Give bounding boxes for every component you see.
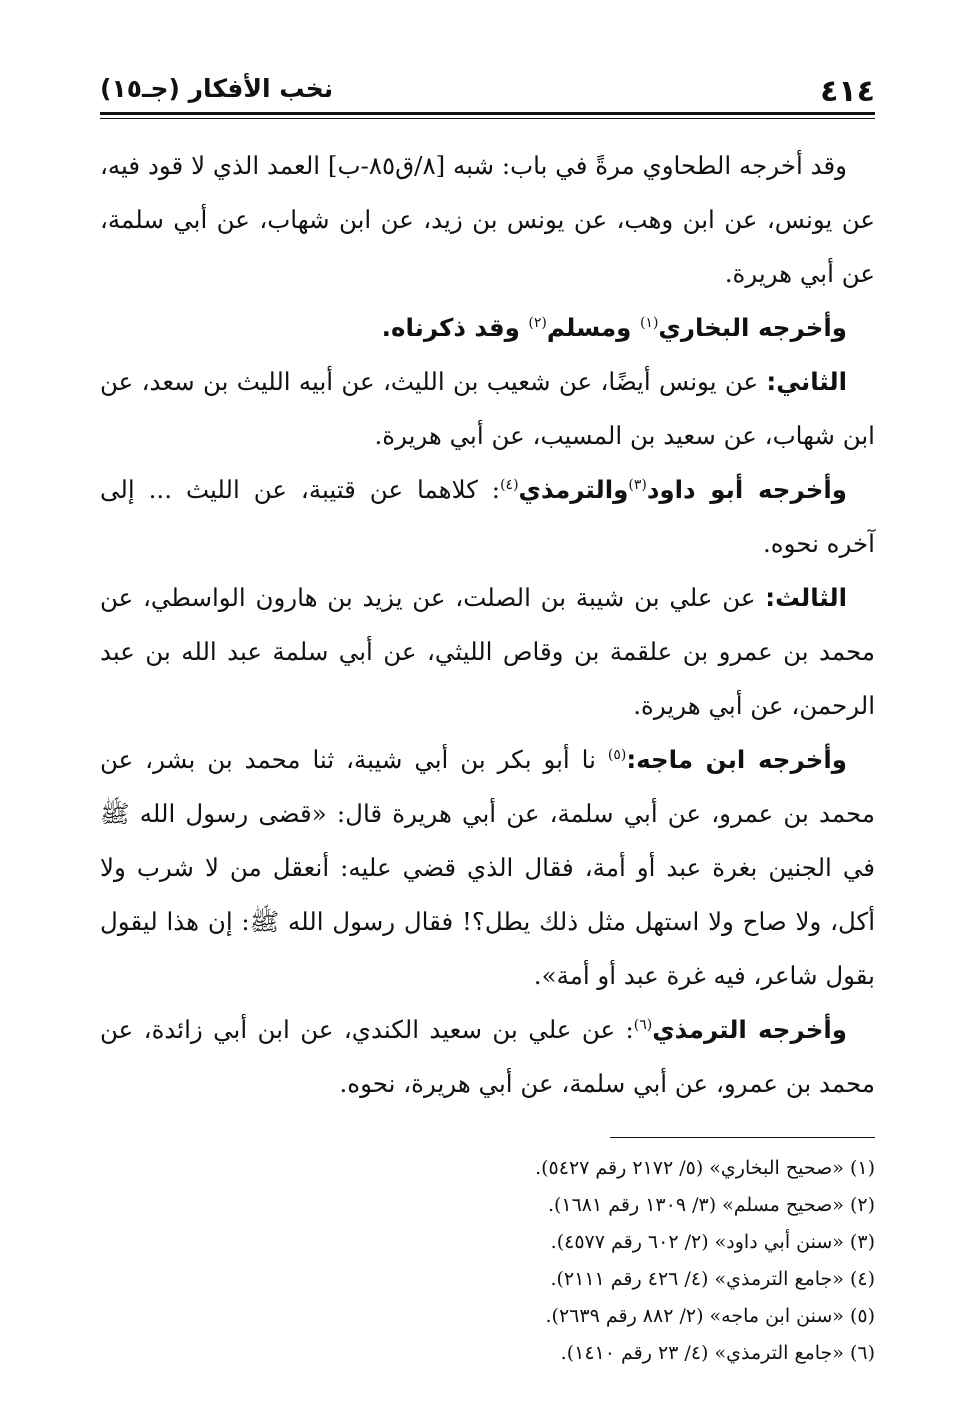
footnote-separator-wrap xyxy=(100,1137,875,1138)
footnote-ref[interactable]: (٣) xyxy=(628,476,647,493)
footnote-ref[interactable]: (٢) xyxy=(528,314,547,331)
header-rule-thin xyxy=(100,118,875,119)
footnote-3: (٣) «سنن أبي داود» (٢/ ٦٠٢ رقم ٤٥٧٧). xyxy=(550,1231,875,1253)
paragraph-2 xyxy=(100,301,875,355)
paragraph-text: وقد ذكرناه. xyxy=(381,313,529,342)
footnote-ref[interactable]: (٥) xyxy=(607,746,627,763)
footnote-separator xyxy=(610,1137,875,1138)
footnote-5: (٥) «سنن ابن ماجه» (٢/ ٨٨٢ رقم ٢٦٣٩). xyxy=(545,1305,875,1327)
paragraph-lead-cont: والترمذي xyxy=(518,475,629,504)
paragraph-lead: الثالث: xyxy=(765,583,847,612)
paragraph-text: : كلاهما عن قتيبة، عن الليث ... إلى آخره نحوه. xyxy=(100,475,875,558)
footnote-ref[interactable]: (٦) xyxy=(633,1016,653,1033)
paragraph-7 xyxy=(100,1003,875,1111)
paragraph-1 xyxy=(100,139,875,301)
running-title: نخب الأفكار (جـ١٥) xyxy=(100,74,334,103)
footnote-2: (٢) «صحيح مسلم» (٣/ ١٣٠٩ رقم ١٦٨١). xyxy=(547,1194,875,1216)
footnote-1: (١) «صحيح البخاري» (٥/ ٢١٧٢ رقم ٥٤٢٧). xyxy=(535,1157,875,1179)
book-page xyxy=(100,60,875,1372)
paragraph-text: وقد أخرجه الطحاوي مرةً في باب: شبه [٨/ق٨٥-ب] العمد الذي لا قود فيه، عن يونس، عن ابن وهب، عن يونس بن زيد، عن ابن شهاب، عن أبي سلمة، عن أبي هريرة. xyxy=(100,151,875,288)
running-header xyxy=(100,60,875,112)
paragraph-lead: وأخرجه البخاري xyxy=(658,313,847,342)
footnotes xyxy=(100,1150,875,1372)
paragraph-text: نا أبو بكر بن أبي شيبة، ثنا محمد بن بشر، عن محمد بن عمرو، عن أبي سلمة، عن أبي هريرة قال: «قضى رسول الله ﷺ في الجنين بغرة عبد أو أمة، فقال الذي قضي عليه: أنعقل من لا شرب ولا أكل، ولا صاح ولا استهل مثل ذلك يطل؟! فقال رسول الله ﷺ: إن هذا ليقول بقول شاعر، فيه غرة عبد أو أمة». xyxy=(100,745,875,990)
paragraph-text: : عن علي بن سعيد الكندي، عن ابن أبي زائدة، عن محمد بن عمرو، عن أبي سلمة، عن أبي هريرة، نحوه. xyxy=(100,1015,875,1098)
footnote-ref[interactable]: (٤) xyxy=(500,476,519,493)
header-rule-thick xyxy=(100,112,875,115)
paragraph-4 xyxy=(100,463,875,571)
footnote-ref[interactable]: (١) xyxy=(639,314,659,331)
paragraph-lead-cont: ومسلم xyxy=(546,313,640,342)
paragraph-lead: وأخرجه الترمذي xyxy=(652,1015,847,1044)
paragraph-lead: وأخرجه أبو داود xyxy=(646,475,847,504)
paragraph-6 xyxy=(100,733,875,1003)
footnote-4: (٤) «جامع الترمذي» (٤/ ٤٢٦ رقم ٢١١١). xyxy=(550,1268,875,1290)
paragraph-lead: وأخرجه ابن ماجه: xyxy=(626,745,847,774)
paragraph-5 xyxy=(100,571,875,733)
paragraph-text: عن يونس أيضًا، عن شعيب بن الليث، عن أبيه الليث بن سعد، عن ابن شهاب، عن سعيد بن المسيب، عن أبي هريرة. xyxy=(100,367,875,450)
paragraph-lead: الثاني: xyxy=(766,367,847,396)
paragraph-3 xyxy=(100,355,875,463)
page-number: ٤١٤ xyxy=(820,74,875,109)
paragraph-text: عن علي بن شيبة بن الصلت، عن يزيد بن هارون الواسطي، عن محمد بن عمرو بن علقمة بن وقاص الليثي، عن أبي سلمة عبد الله بن عبد الرحمن، عن أبي هريرة. xyxy=(100,583,875,720)
footnote-6: (٦) «جامع الترمذي» (٤/ ٢٣ رقم ١٤١٠). xyxy=(560,1342,875,1364)
body-text xyxy=(100,139,875,1111)
